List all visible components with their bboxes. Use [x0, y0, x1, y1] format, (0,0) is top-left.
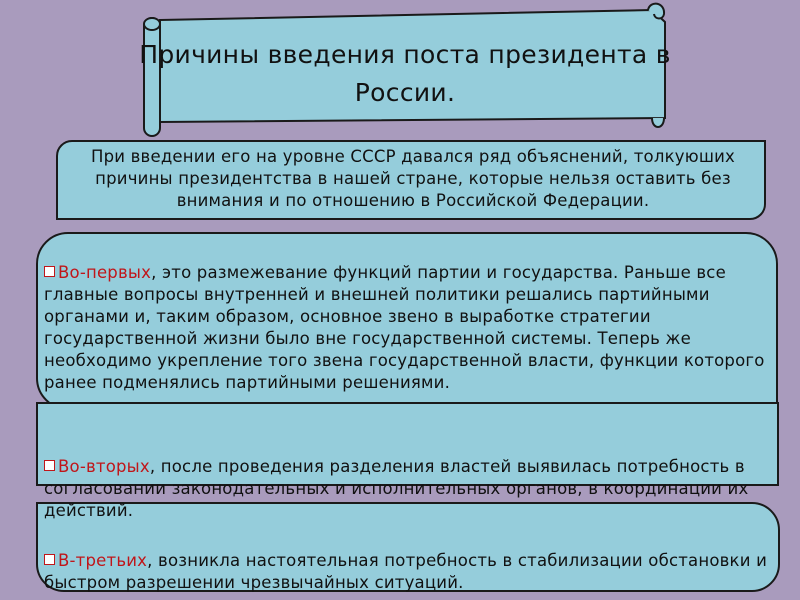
point-2 — [44, 456, 784, 522]
page-title — [70, 36, 740, 112]
page-title-line1: Причины введения поста президента в — [139, 40, 671, 69]
point-2-text: , после проведения разделения властей выявилась потребность в согласовании законодательных и исполнительных органов, в координации их действий. — [44, 457, 749, 520]
point-2-lead: Во-вторых — [58, 457, 150, 476]
point-1-lead: Во-первых — [58, 263, 152, 282]
checkbox-bullet-icon — [44, 554, 55, 565]
checkbox-bullet-icon — [44, 460, 55, 471]
point-3-lead: В-третьих — [58, 551, 148, 570]
point-3-text: , возникла настоятельная потребность в стабилизации обстановки и быстром разрешении чрезвычайных ситуаций. — [44, 551, 768, 592]
intro-text: При введении его на уровне СССР давался ряд объяснений, толкуюших причины президентства в нашей стране, которые нельзя оставить без внимания и по отношению в Российской Федерации. — [90, 147, 736, 210]
point-1-text: , это размежевание функций партии и государства. Раньше все главные вопросы внутренней и внешней политики решались партийными органами и, таким образом, основное звено в выработке стратегии государственной жизни было вне государственной системы. Теперь же необходимо укрепление того звена государственной власти, функции которого ранее подменялись партийными решениями. — [44, 263, 765, 392]
checkbox-bullet-icon — [44, 266, 55, 277]
page-title-line2: России. — [354, 78, 456, 107]
point-3 — [44, 550, 784, 594]
point-1 — [44, 262, 784, 394]
